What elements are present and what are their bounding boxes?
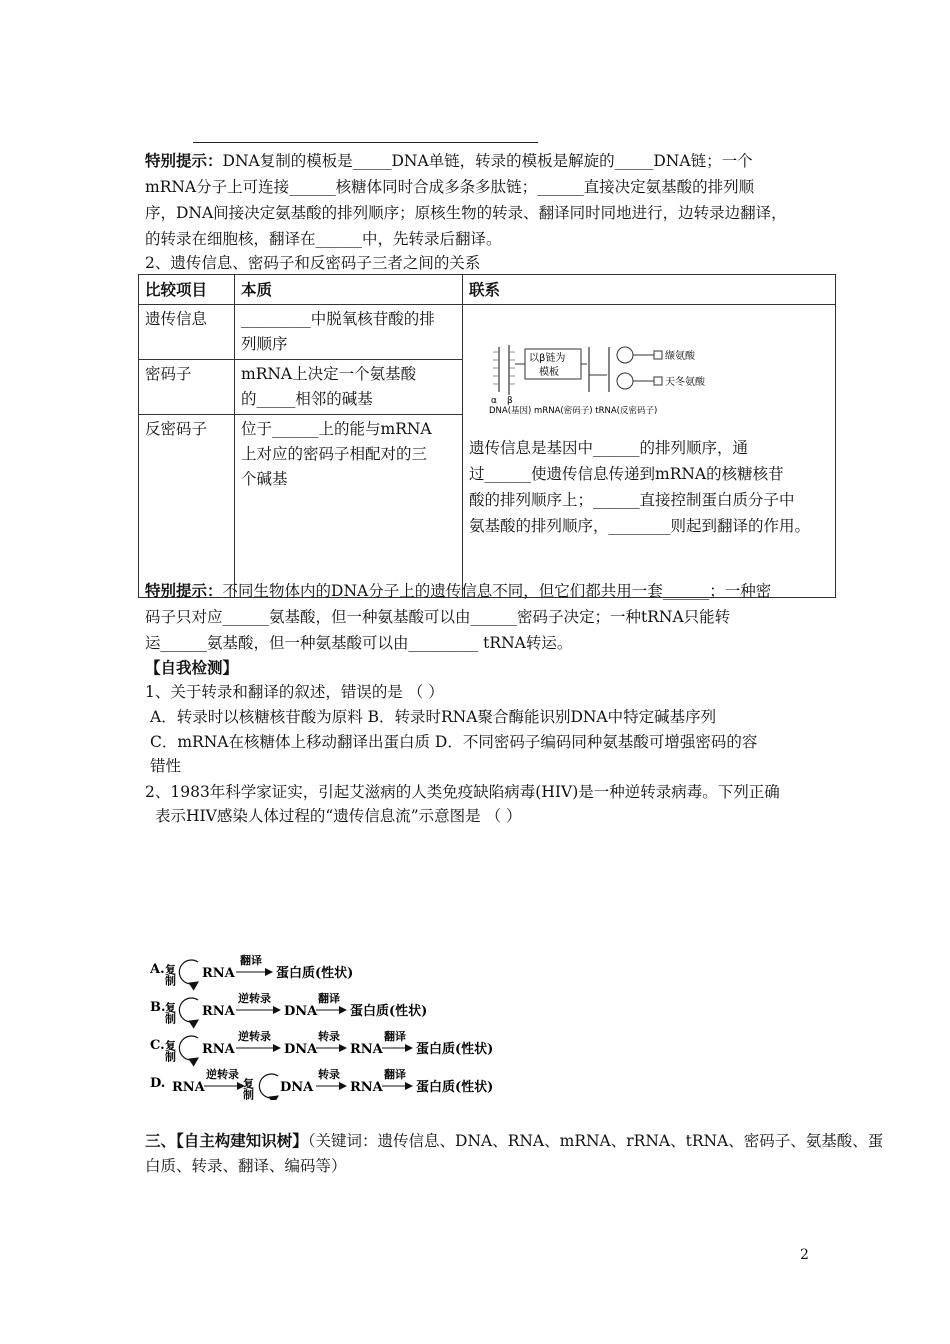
- essence-line: _________中脱氧核苷酸的排: [241, 310, 435, 328]
- self-replication-label: 复制: [163, 1002, 177, 1024]
- section-2-title: 2、遗传信息、密码子和反密码子三者之间的关系: [145, 254, 481, 272]
- node: RNA: [202, 966, 235, 981]
- diagram-template-label: 以β链为: [529, 353, 566, 364]
- special-tip-1-line4: 的转录在细胞核，翻译在______中，先转录后翻译。: [145, 230, 502, 248]
- question-1-stem: 1、关于转录和翻译的叙述，错误的是 （ ）: [145, 683, 444, 701]
- essence-line: 个碱基: [241, 470, 288, 488]
- node: RNA: [350, 1042, 383, 1057]
- essence-line: mRNA上决定一个氨基酸: [241, 365, 417, 383]
- question-2-stem-2: 表示HIV感染人体过程的“遗传信息流”示意图是 （ ）: [155, 807, 522, 825]
- link-cell: [463, 305, 836, 598]
- node: DNA: [284, 1004, 318, 1019]
- node: 蛋白质(性状): [350, 1004, 428, 1019]
- special-tip-1-line2: mRNA分子上可连接______核糖体同时合成多条多肽链；______直接决定氨基酸的排列顺: [145, 178, 755, 196]
- section-3-line1: 三、【自主构建知识树】（关键词：遗传信息、DNA、RNA、mRNA、rRNA、tRNA、密码子、氨基酸、蛋: [145, 1131, 884, 1150]
- row-essence-anticodon: [235, 415, 463, 598]
- diagram-beta-label: β: [507, 396, 513, 406]
- question-2-stem-1: 2、1983年科学家证实，引起艾滋病的人类免疫缺陷病毒(HIV)是一种逆转录病毒。下列正确: [145, 783, 780, 801]
- node: 蛋白质(性状): [416, 1042, 494, 1057]
- node: DNA: [280, 1080, 314, 1095]
- question-1-options-cd-cont: 错性: [150, 757, 182, 775]
- option-label: D.: [150, 1076, 166, 1091]
- special-tip-2-line2: 码子只对应______氨基酸，但一种氨基酸可以由______密码子决定；一种tRNA只能转: [145, 608, 731, 626]
- self-replication-label: 复制: [241, 1078, 255, 1100]
- diagram-amino-acid: 天冬氨酸: [665, 377, 705, 388]
- cycle-arrow-icon: [259, 1074, 278, 1098]
- node: 蛋白质(性状): [276, 966, 354, 981]
- node: RNA: [202, 1004, 235, 1019]
- special-tip-2-line1: 特别提示：不同生物体内的DNA分子上的遗传信息不同，但它们都共用一套______；一种密: [145, 581, 772, 600]
- arrow-label: 逆转录: [206, 1068, 239, 1081]
- page-number: 2: [800, 1247, 809, 1263]
- node: RNA: [350, 1080, 383, 1095]
- hiv-flow-options: [150, 950, 530, 1100]
- diagram-alpha-label: α: [491, 396, 497, 406]
- option-label: A.: [150, 962, 165, 977]
- node: DNA: [284, 1042, 318, 1057]
- option-c[interactable]: [150, 1029, 493, 1063]
- link-line: 酸的排列顺序上；______直接控制蛋白质分子中: [469, 491, 795, 509]
- self-replication-label: 复制: [163, 1040, 177, 1062]
- table-header-cell: 比较项目: [139, 275, 235, 305]
- arrow-label: 转录: [318, 1068, 340, 1081]
- diagram-amino-acid: 缬氨酸: [665, 351, 695, 362]
- node: 蛋白质(性状): [416, 1080, 494, 1095]
- option-b[interactable]: [150, 991, 427, 1025]
- link-line: 过______使遗传信息传递到mRNA的核糖核苷: [469, 465, 784, 483]
- node: RNA: [172, 1080, 205, 1095]
- option-label: C.: [150, 1038, 165, 1053]
- row-item-codon: 密码子: [139, 360, 235, 415]
- arrow-label: 翻译: [384, 1068, 406, 1081]
- essence-line: 列顺序: [241, 335, 288, 353]
- diagram-caption: DNA(基因) mRNA(密码子) tRNA(反密码子): [489, 406, 658, 415]
- cycle-arrow-icon: [179, 998, 198, 1022]
- node: RNA: [202, 1042, 235, 1057]
- cycle-arrow-icon: [179, 1036, 198, 1060]
- row-essence-codon: [235, 360, 463, 415]
- self-replication-label: 复制: [163, 964, 177, 986]
- table-header-cell: 联系: [463, 275, 836, 305]
- row-item-genetic-info: 遗传信息: [139, 305, 235, 360]
- question-1-options-cd: C．mRNA在核糖体上移动翻译出蛋白质 D．不同密码子编码同种氨基酸可增强密码的容: [150, 733, 758, 751]
- arrow-label: 转录: [318, 1030, 340, 1043]
- arrow-label: 翻译: [384, 1030, 406, 1043]
- row-essence-genetic-info: [235, 305, 463, 360]
- top-rule: [193, 142, 538, 143]
- option-label: B.: [150, 1000, 166, 1015]
- row-item-anticodon: 反密码子: [139, 415, 235, 598]
- dna-mrna-trna-diagram: [489, 337, 729, 415]
- cycle-arrow-icon: [179, 960, 198, 984]
- option-a[interactable]: [150, 953, 353, 987]
- arrow-label: 翻译: [240, 954, 262, 967]
- option-d[interactable]: [150, 1067, 493, 1100]
- section-3-line2: 白质、转录、翻译、编码等）: [145, 1157, 347, 1175]
- special-tip-1-line1: 特别提示：DNA复制的模板是_____DNA单链，转录的模板是解旋的_____DNA链；一个: [145, 151, 753, 170]
- table-header-row: [139, 275, 836, 305]
- link-line: 氨基酸的排列顺序，________则起到翻译的作用。: [469, 517, 811, 535]
- comparison-table: [138, 274, 836, 598]
- essence-line: 位于______上的能与mRNA: [241, 420, 432, 438]
- table-row: [139, 305, 836, 360]
- essence-line: 的_____相邻的碱基: [241, 390, 373, 408]
- essence-line: 上对应的密码子相配对的三: [241, 445, 428, 463]
- special-tip-2-line3: 运______氨基酸，但一种氨基酸可以由_________ tRNA转运。: [145, 634, 573, 652]
- diagram-template-label: 模板: [539, 367, 559, 378]
- special-tip-1-line3: 序，DNA间接决定氨基酸的排列顺序；原核生物的转录、翻译同时同地进行，边转录边翻译，: [145, 204, 787, 222]
- arrow-label: 逆转录: [238, 1030, 271, 1043]
- question-1-options-ab: A．转录时以核糖核苷酸为原料 B．转录时RNA聚合酶能识别DNA中特定碱基序列: [150, 708, 717, 726]
- arrow-label: 翻译: [318, 992, 340, 1005]
- table-header-cell: 本质: [235, 275, 463, 305]
- arrow-label: 逆转录: [238, 992, 271, 1005]
- self-check-title: 【自我检测】: [145, 658, 239, 677]
- link-line: 遗传信息是基因中______的排列顺序，通: [469, 439, 749, 457]
